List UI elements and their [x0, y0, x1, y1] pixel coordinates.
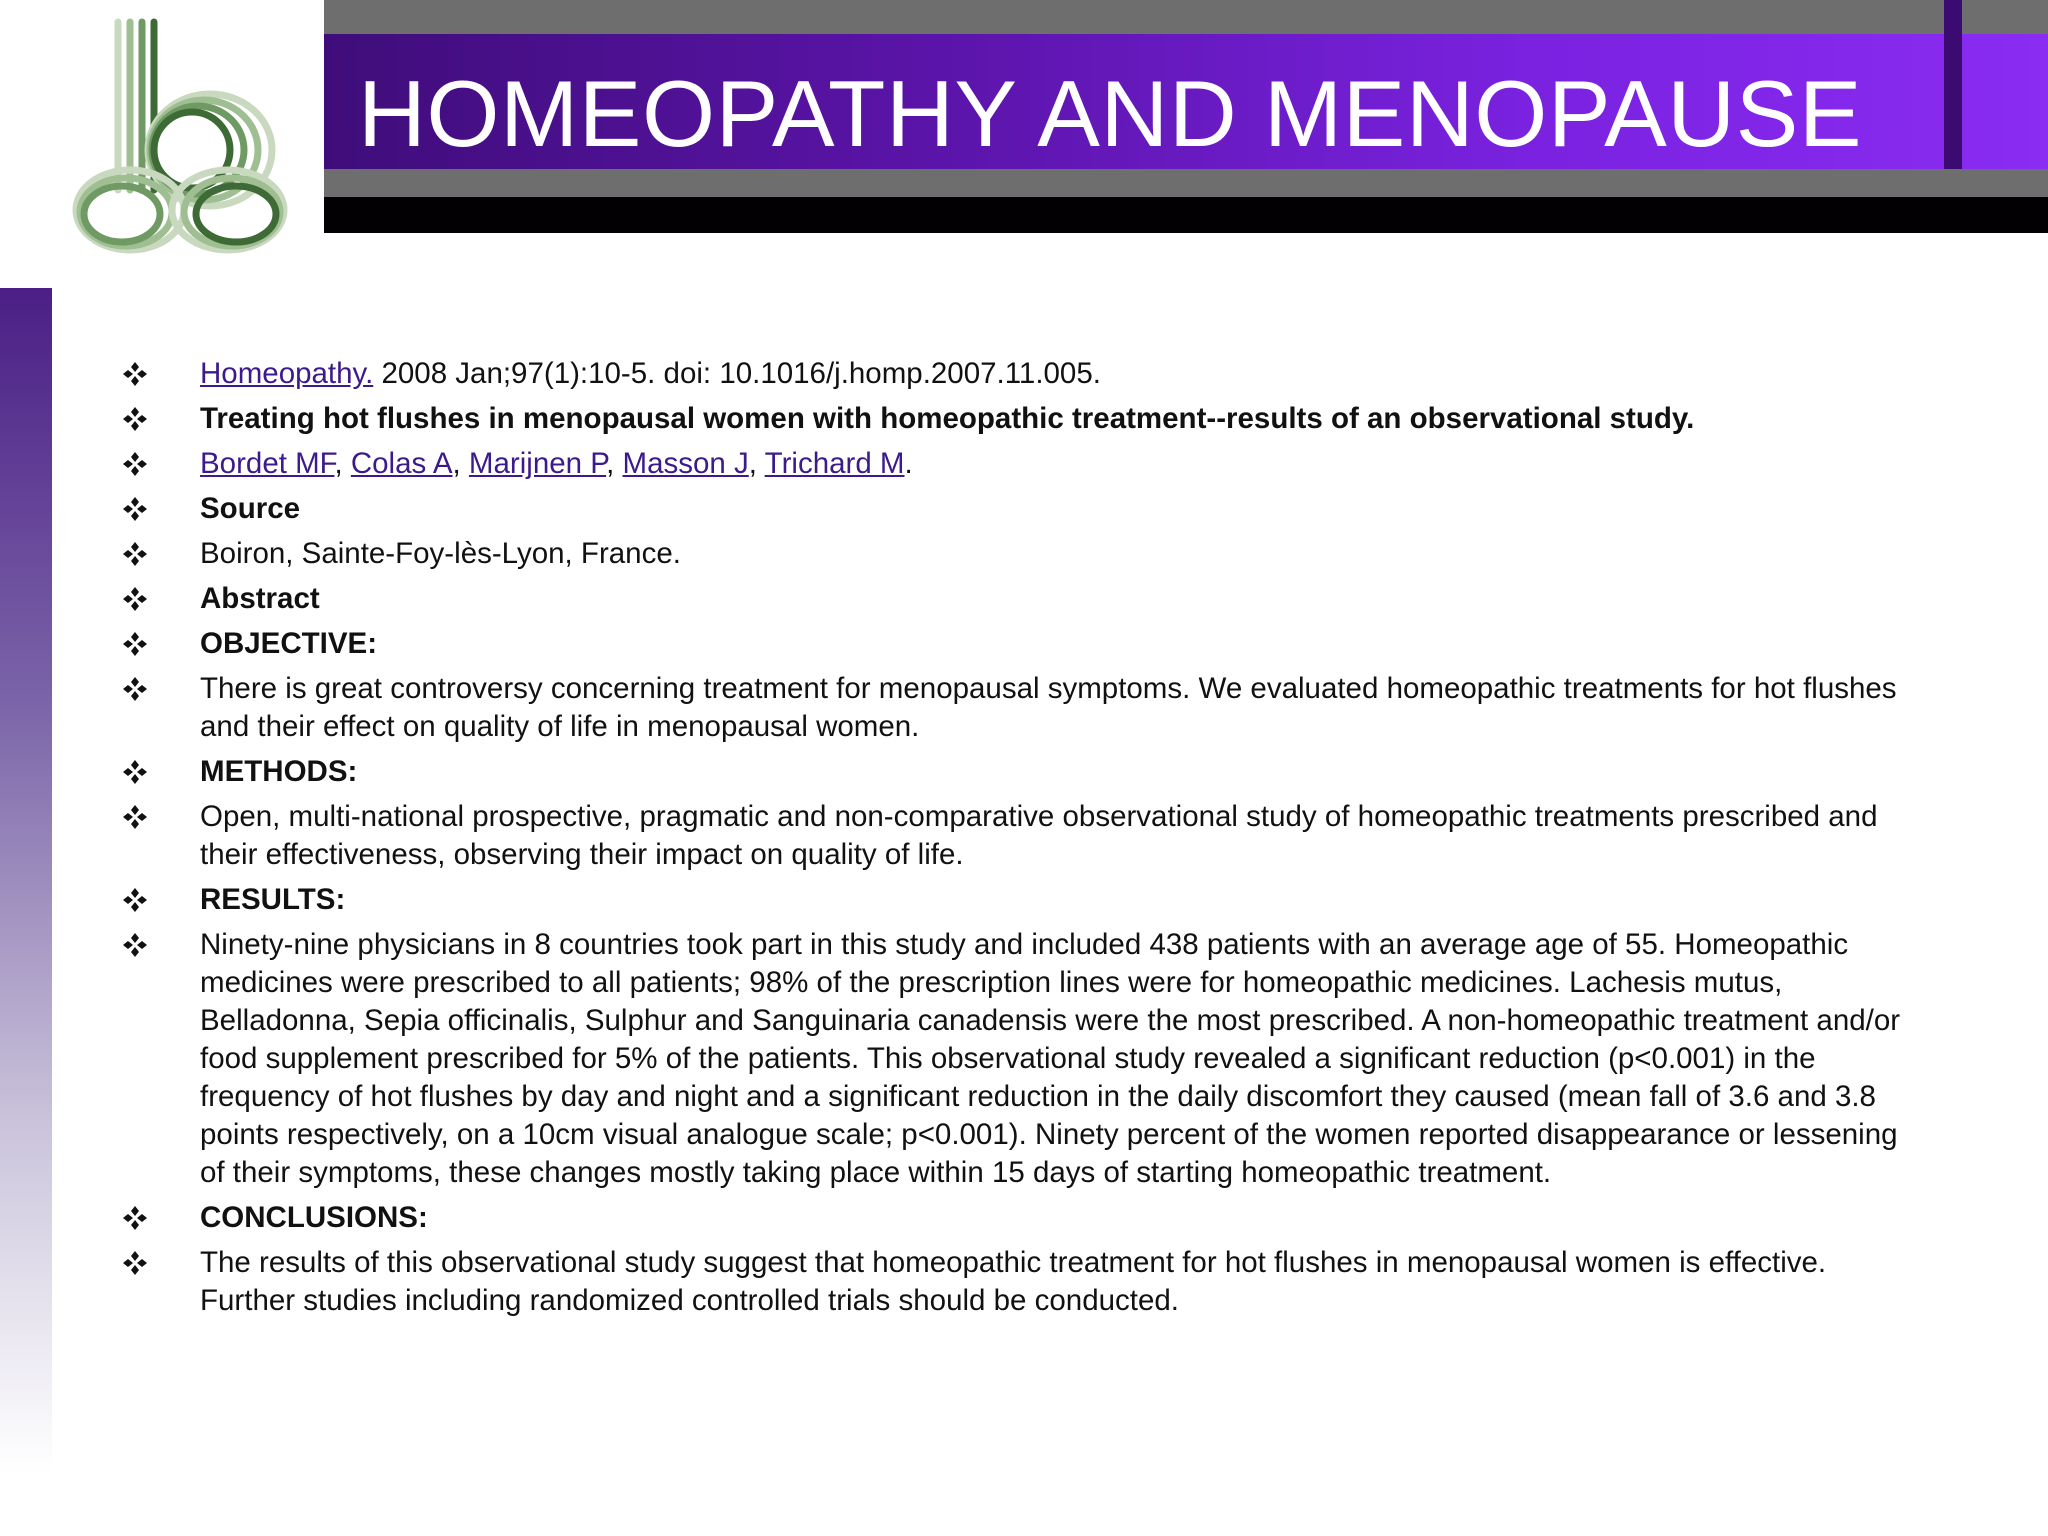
author-link[interactable]: Marijnen P — [468, 447, 607, 480]
four-diamond-bullet-icon — [122, 932, 148, 958]
four-diamond-bullet-icon — [122, 631, 148, 657]
author-link[interactable]: Colas A — [350, 447, 453, 480]
side-gradient-strip — [0, 288, 52, 1473]
objective-text: There is great controversy concerning treatment for menopausal symptoms. We evaluated homeopathic treatments for hot flushes and their effect on quality of life in menopausal women. — [200, 672, 1897, 743]
list-item-source-text — [120, 535, 1920, 573]
list-item-conclusions-text — [120, 1244, 1920, 1320]
results-heading: RESULTS: — [200, 883, 346, 916]
logo-area — [0, 0, 324, 270]
list-item-methods-text — [120, 798, 1920, 874]
author-separator: , — [606, 447, 623, 480]
list-item-article-title — [120, 400, 1920, 438]
slide-title: HOMEOPATHY AND MENOPAUSE — [358, 61, 1863, 166]
list-item-results-text — [120, 926, 1920, 1192]
citation-reference: 2008 Jan;97(1):10-5. doi: 10.1016/j.homp.2007.11.005. — [373, 357, 1101, 390]
abstract-list — [120, 355, 1920, 1327]
objective-heading: OBJECTIVE: — [200, 627, 378, 660]
source-heading: Source — [200, 492, 301, 525]
conclusions-text: The results of this observational study suggest that homeopathic treatment for hot flushes in menopausal women is effective. Further studies including randomized controlled trials should be conducted. — [200, 1246, 1827, 1317]
four-diamond-bullet-icon — [122, 406, 148, 432]
four-diamond-bullet-icon — [122, 1205, 148, 1231]
four-diamond-bullet-icon — [122, 1250, 148, 1276]
four-diamond-bullet-icon — [122, 759, 148, 785]
author-separator: , — [334, 447, 351, 480]
results-text: Ninety-nine physicians in 8 countries took part in this study and included 438 patients with an average age of 55. Homeopathic medicines were prescribed to all patients; 98% of the prescription lines were for homeopathic medicines. Lachesis mutus, Belladonna, Sepia officinalis, Sulphur and Sanguinaria canadensis were the most prescribed. A non-homeopathic treatment and/or food supplement prescribed for 5% of the patients. This observational study revealed a significant reduction (p<0.001) in the frequency of hot flushes by day and night and a significant reduction in the daily discomfort they caused (mean fall of 3.6 and 3.8 points respectively, on a 10cm visual analogue scale; p<0.001). Ninety percent of the women reported disappearance or lessening of their symptoms, these changes mostly taking place within 15 days of starting homeopathic treatment. — [200, 928, 1901, 1189]
four-diamond-bullet-icon — [122, 451, 148, 477]
four-diamond-bullet-icon — [122, 541, 148, 567]
title-band — [324, 34, 2048, 169]
conclusions-heading: CONCLUSIONS: — [200, 1201, 428, 1234]
list-item-citation — [120, 355, 1920, 393]
methods-heading: METHODS: — [200, 755, 358, 788]
four-diamond-bullet-icon — [122, 676, 148, 702]
four-diamond-bullet-icon — [122, 586, 148, 612]
four-diamond-bullet-icon — [122, 804, 148, 830]
article-title: Treating hot flushes in menopausal women with homeopathic treatment--results of an observational study. — [200, 402, 1695, 435]
abstract-heading: Abstract — [200, 582, 320, 615]
list-item-source-heading — [120, 490, 1920, 528]
author-separator: . — [904, 447, 913, 480]
author-link[interactable]: Bordet MF — [200, 447, 335, 480]
four-diamond-bullet-icon — [122, 496, 148, 522]
list-item-objective-text — [120, 670, 1920, 746]
methods-text: Open, multi-national prospective, pragmatic and non-comparative observational study of homeopathic treatments prescribed and their effectiveness, observing their impact on quality of life. — [200, 800, 1878, 871]
title-band-notch — [1944, 0, 1962, 170]
four-diamond-bullet-icon — [122, 887, 148, 913]
homeopathy-logo-icon — [0, 0, 324, 270]
list-item-abstract-heading — [120, 580, 1920, 618]
list-item-methods-heading — [120, 753, 1920, 791]
author-link[interactable]: Masson J — [622, 447, 749, 480]
author-link[interactable]: Trichard M — [764, 447, 905, 480]
journal-link[interactable]: Homeopathy. — [200, 357, 374, 390]
list-item-objective-heading — [120, 625, 1920, 663]
four-diamond-bullet-icon — [122, 361, 148, 387]
header-gray-band-top — [324, 0, 2048, 34]
list-item-conclusions-heading — [120, 1199, 1920, 1237]
list-item-authors — [120, 445, 1920, 483]
author-separator: , — [748, 447, 765, 480]
author-separator: , — [452, 447, 469, 480]
header-black-band — [324, 197, 2048, 233]
source-text: Boiron, Sainte-Foy-lès-Lyon, France. — [200, 537, 681, 570]
header-gray-band-bottom — [324, 169, 2048, 197]
list-item-results-heading — [120, 881, 1920, 919]
